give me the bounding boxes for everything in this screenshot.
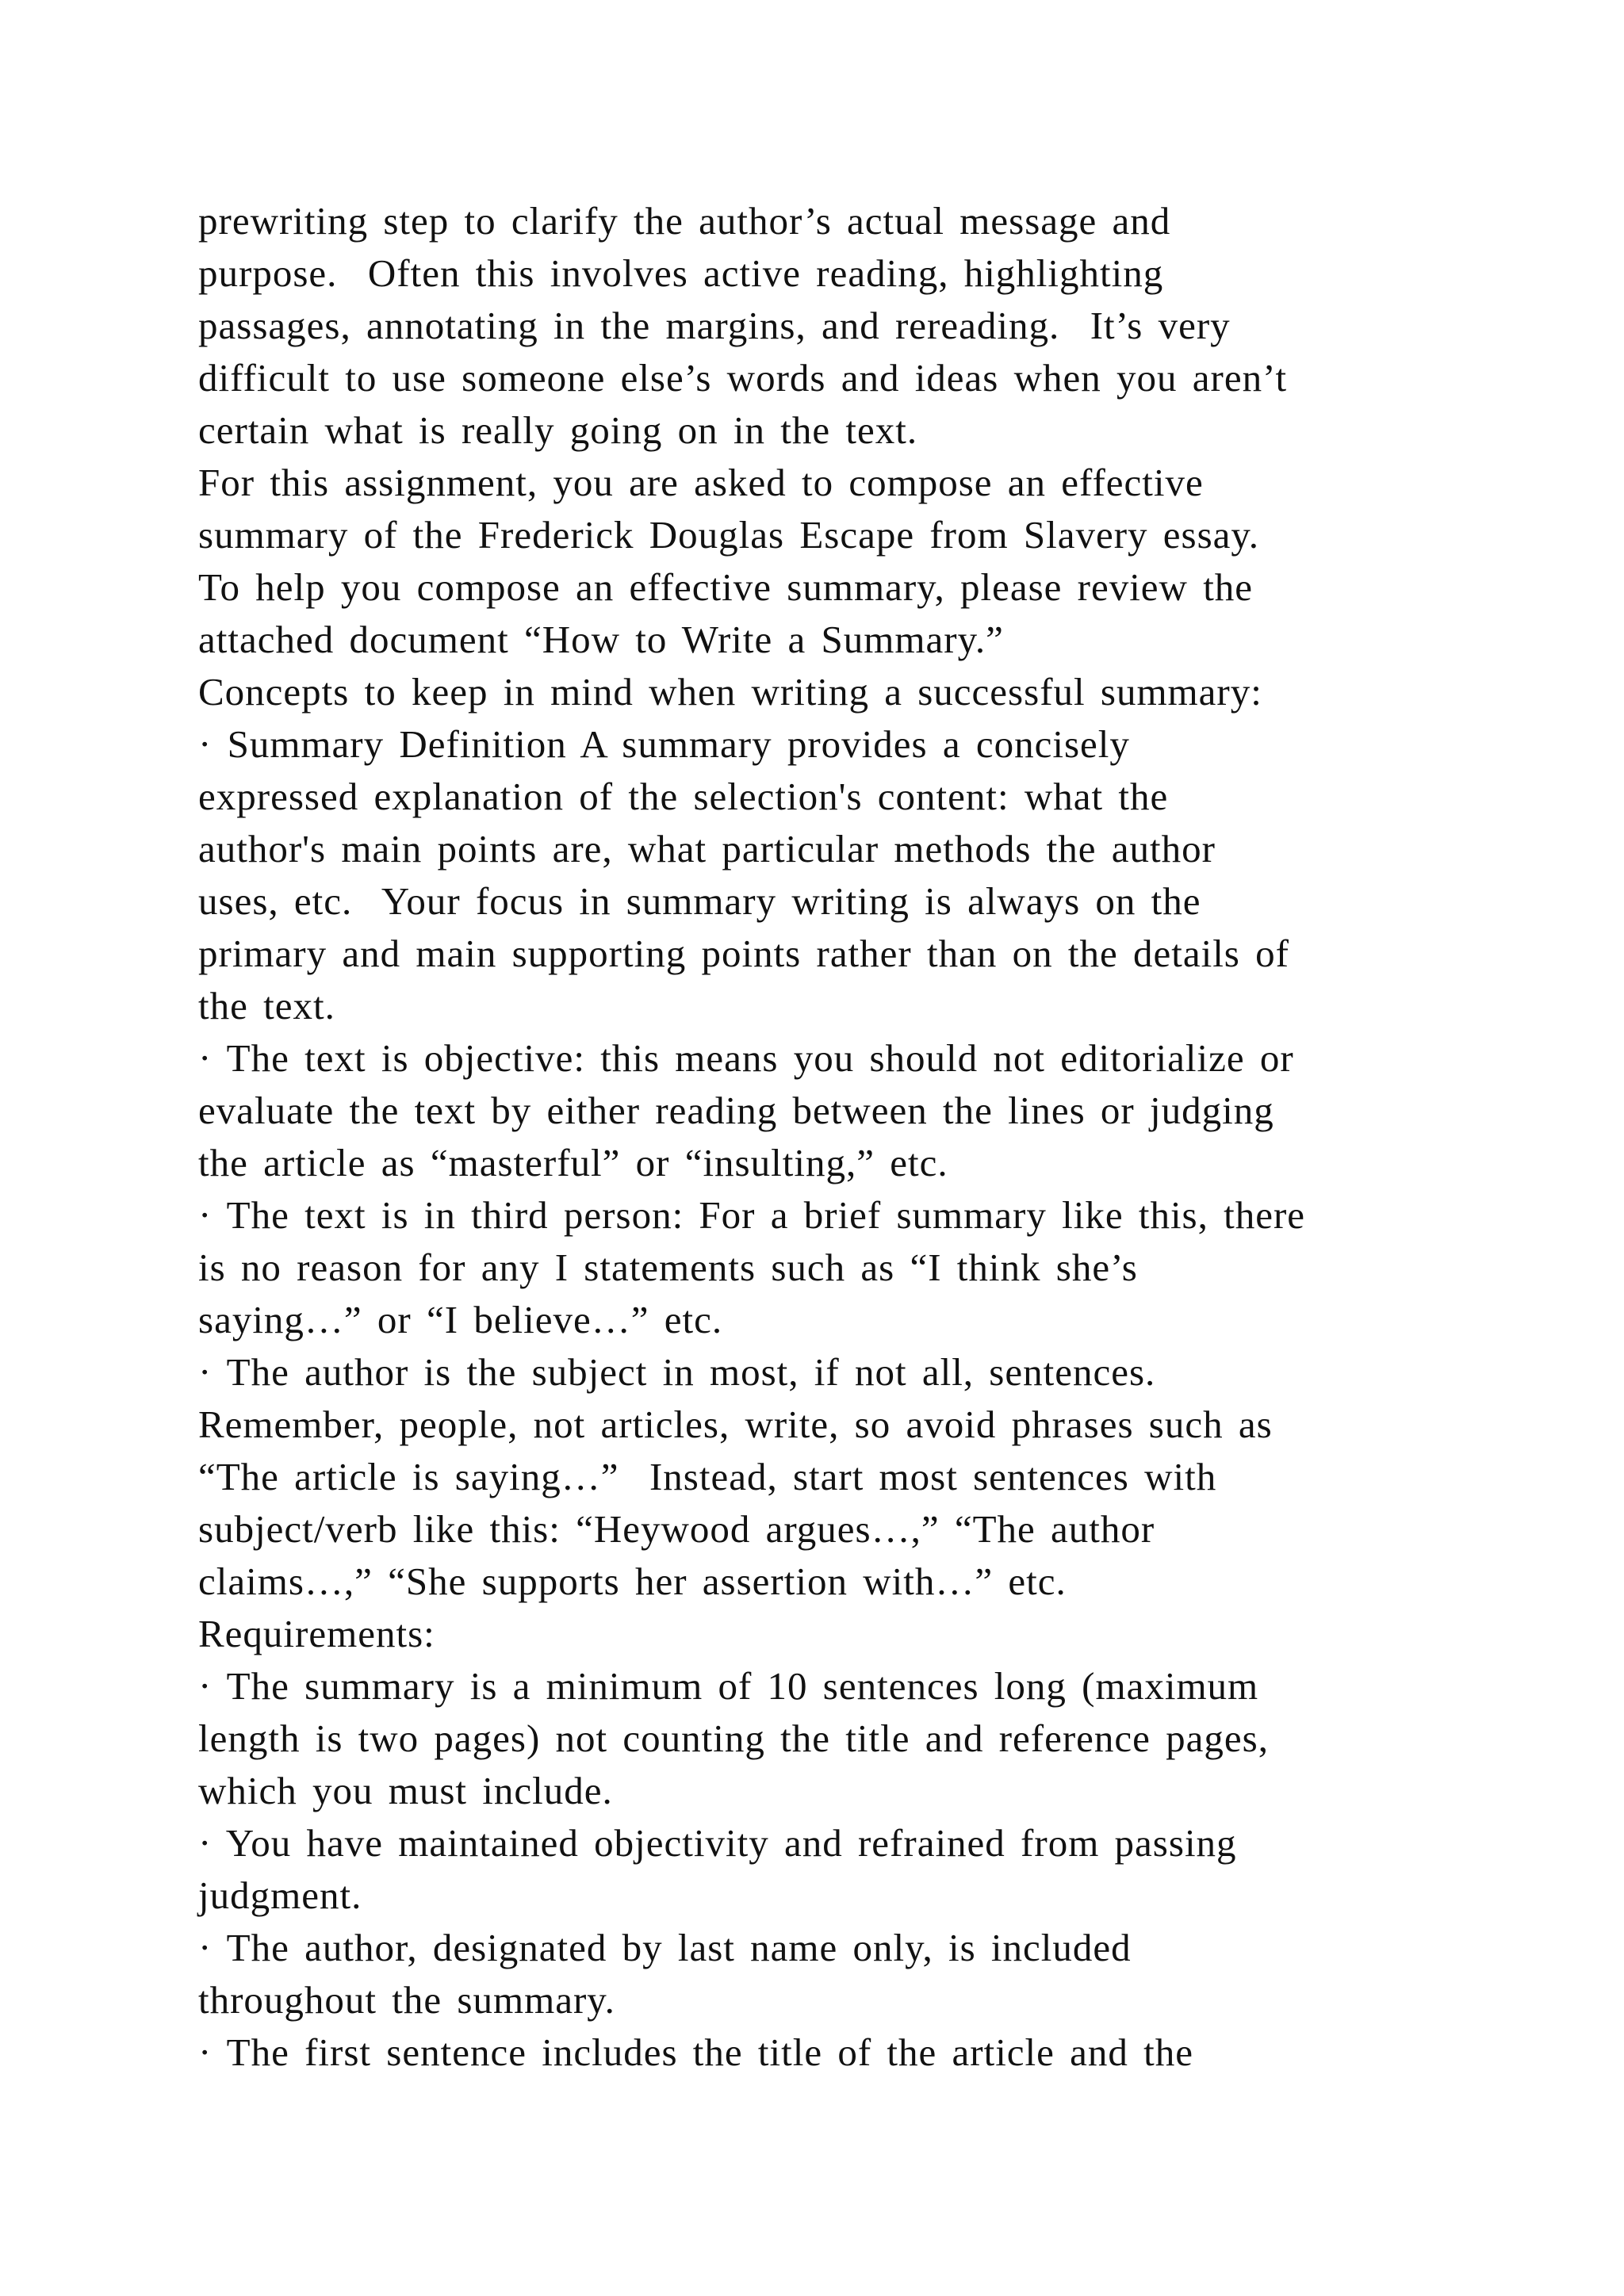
text-line: the text. — [198, 984, 335, 1027]
text-line: Requirements: — [198, 1612, 435, 1655]
text-line: subject/verb like this: “Heywood argues…,” “The author — [198, 1507, 1155, 1551]
text-line: · You have maintained objectivity and refrained from passing — [198, 1821, 1237, 1865]
text-line: uses, etc. Your focus in summary writing is always on the — [198, 879, 1201, 923]
text-line: which you must include. — [198, 1769, 613, 1812]
text-line: · The text is objective: this means you should not editorialize or — [198, 1036, 1294, 1080]
text-line: difficult to use someone else’s words and ideas when you aren’t — [198, 356, 1288, 400]
text-line: · The author is the subject in most, if not all, sentences. — [198, 1350, 1156, 1394]
text-line: prewriting step to clarify the author’s actual message and — [198, 199, 1171, 243]
text-line: To help you compose an effective summary, please review the — [198, 565, 1254, 609]
text-line: primary and main supporting points rather than on the details of — [198, 932, 1289, 975]
text-line: throughout the summary. — [198, 1978, 615, 2022]
text-line: Remember, people, not articles, write, so avoid phrases such as — [198, 1402, 1273, 1446]
text-line: claims…,” “She supports her assertion with…” etc. — [198, 1559, 1067, 1603]
text-line: attached document “How to Write a Summary.” — [198, 618, 1004, 661]
text-line: · The summary is a minimum of 10 sentences long (maximum — [198, 1664, 1259, 1708]
text-line: “The article is saying…” Instead, start most sentences with — [198, 1455, 1217, 1498]
text-line: · The first sentence includes the title of the article and the — [198, 2030, 1194, 2074]
text-line: · The author, designated by last name only, is included — [198, 1926, 1132, 1969]
text-line: author's main points are, what particular methods the author — [198, 827, 1216, 871]
text-line: the article as “masterful” or “insulting,” etc. — [198, 1141, 948, 1184]
text-line: judgment. — [198, 1873, 362, 1917]
document-body — [198, 195, 1435, 2079]
text-line: Concepts to keep in mind when writing a successful summary: — [198, 670, 1262, 714]
text-line: · Summary Definition A summary provides a concisely — [198, 722, 1130, 766]
text-line: passages, annotating in the margins, and rereading. It’s very — [198, 304, 1231, 347]
text-line: certain what is really going on in the text. — [198, 408, 918, 452]
text-line: For this assignment, you are asked to compose an effective — [198, 461, 1204, 504]
text-line: evaluate the text by either reading between the lines or judging — [198, 1089, 1274, 1132]
text-line: length is two pages) not counting the title and reference pages, — [198, 1716, 1269, 1760]
text-line: saying…” or “I believe…” etc. — [198, 1298, 723, 1341]
text-line: expressed explanation of the selection's content: what the — [198, 775, 1169, 818]
text-line: · The text is in third person: For a brief summary like this, there — [198, 1193, 1306, 1237]
text-line: is no reason for any I statements such as “I think she’s — [198, 1246, 1138, 1289]
text-line: summary of the Frederick Douglas Escape from Slavery essay. — [198, 513, 1259, 557]
text-line: purpose. Often this involves active reading, highlighting — [198, 251, 1164, 295]
